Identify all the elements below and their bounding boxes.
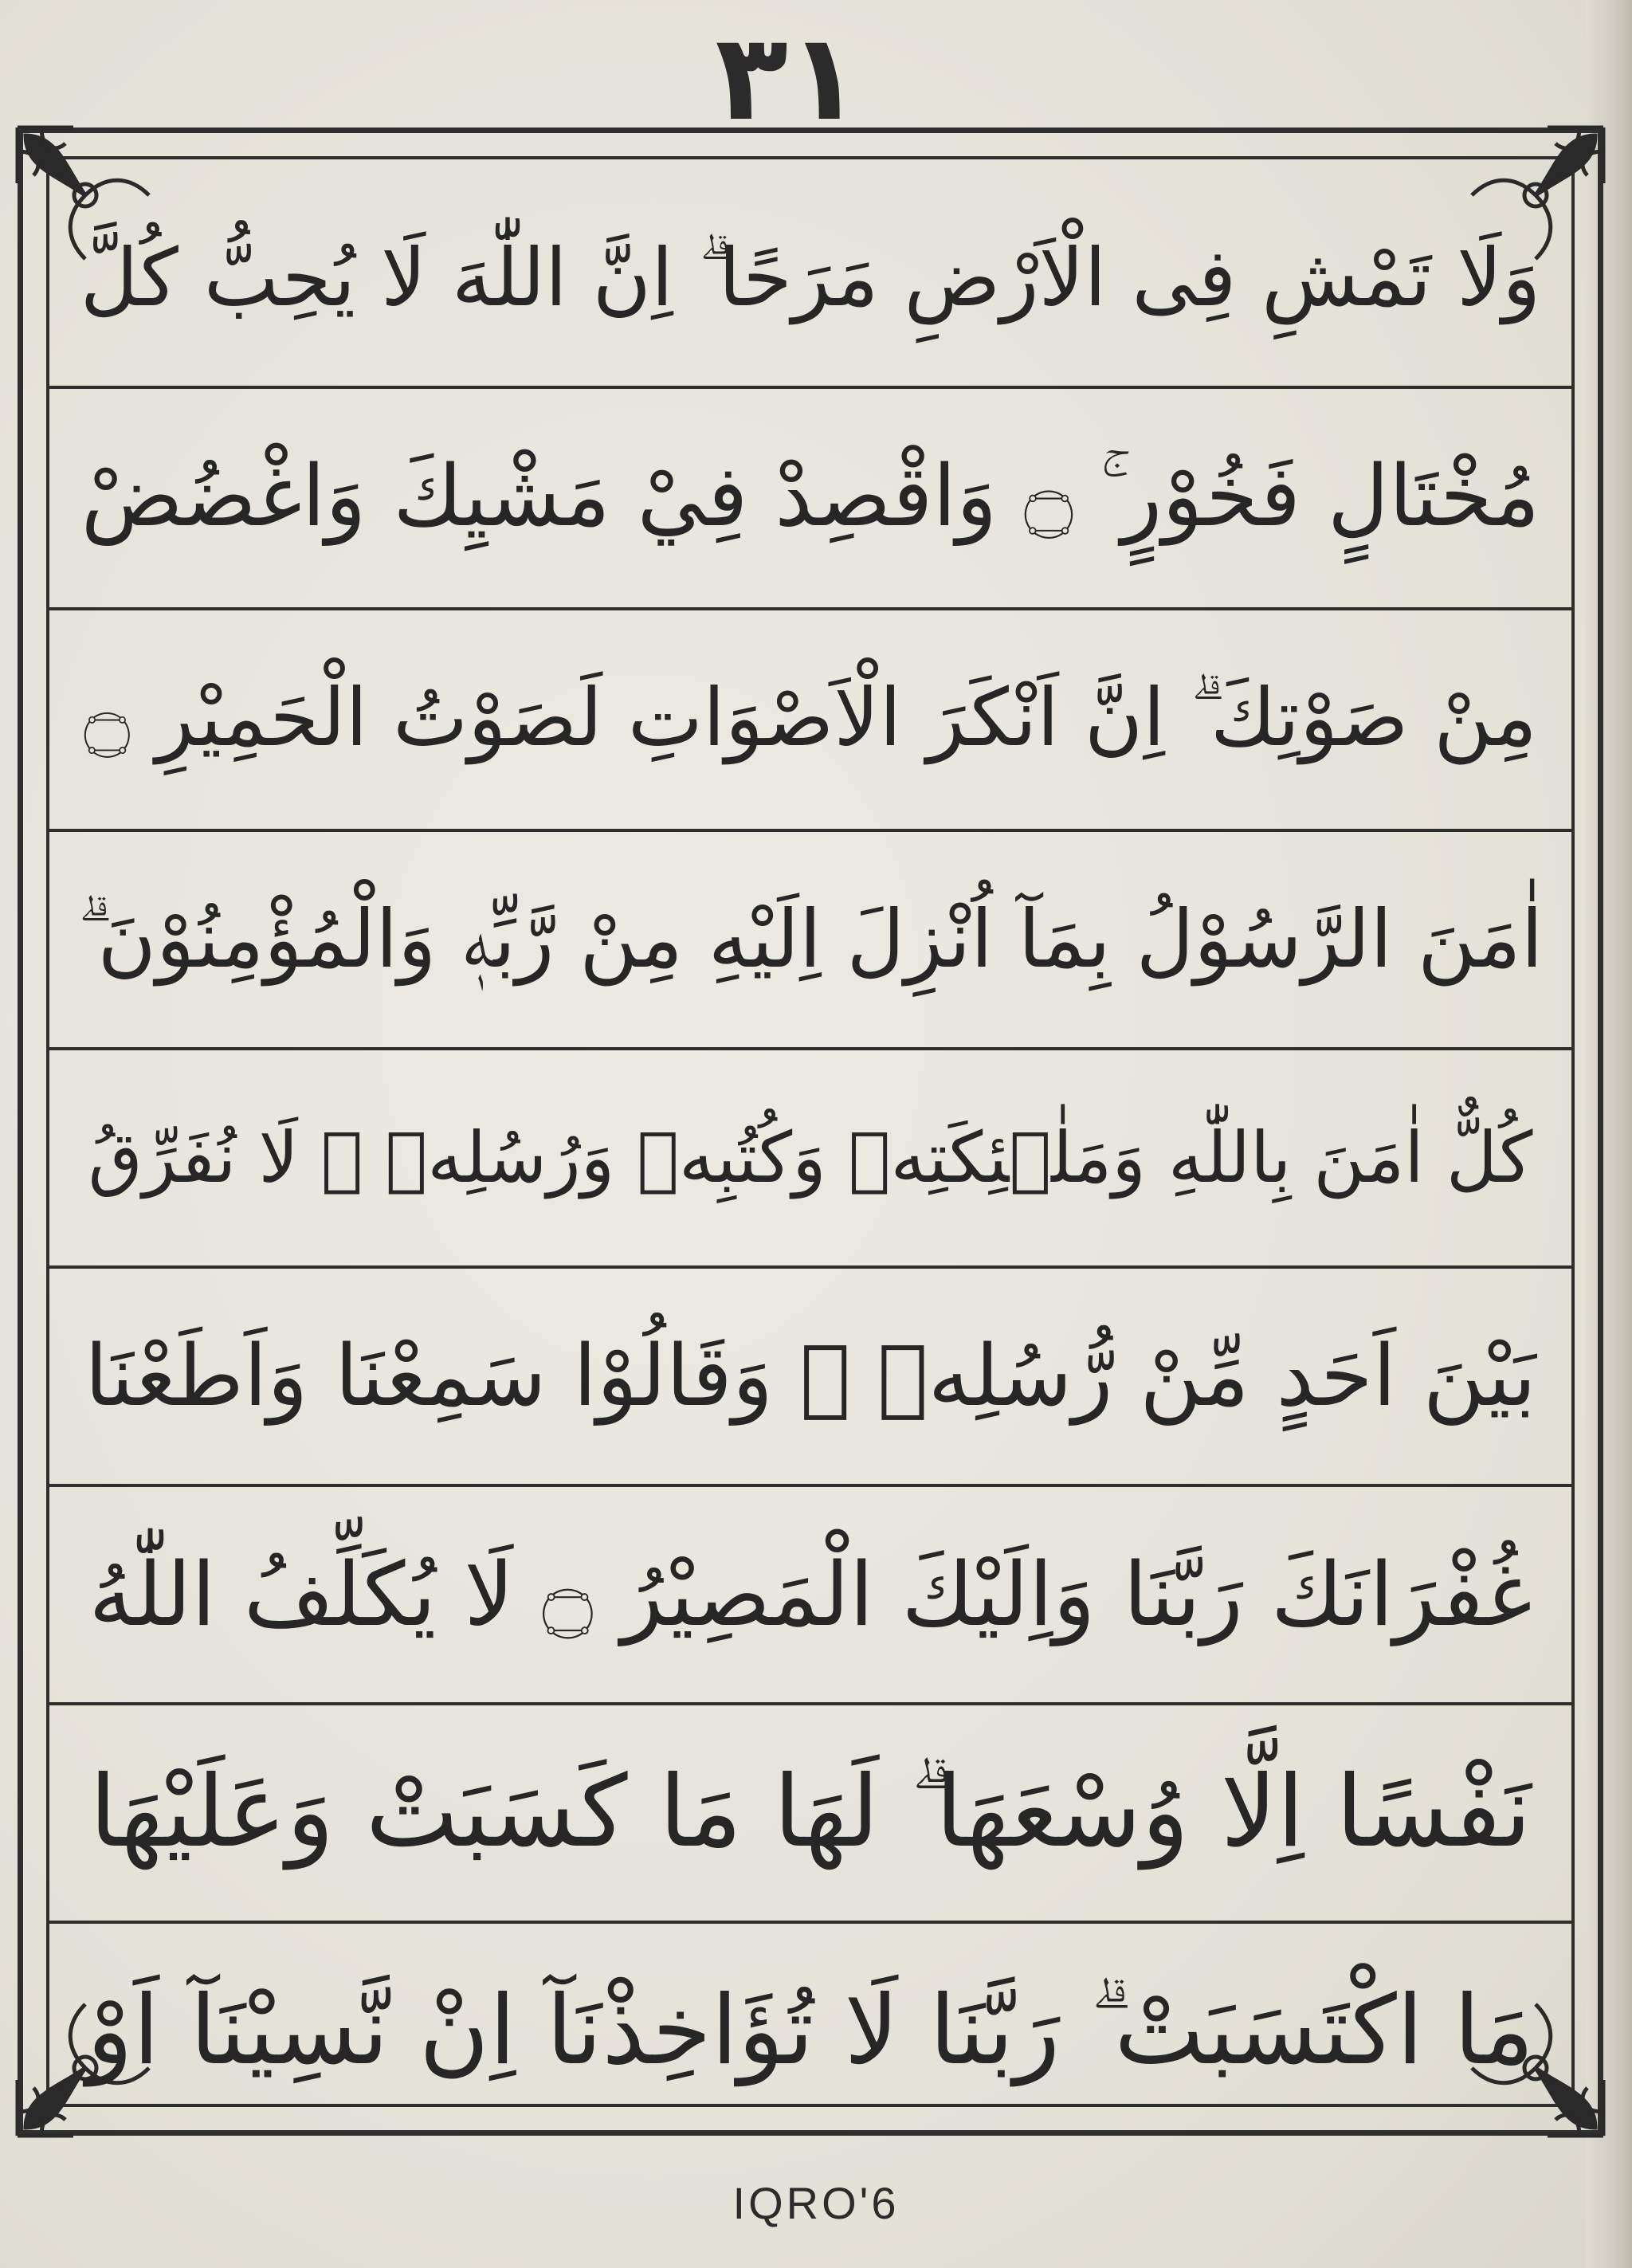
arabic-text: كُلٌّ اٰمَنَ بِاللّٰهِ وَمَلٰۤئِكَتِهٖ وَكُتُبِهٖ وَرُسُلِهٖ ۗ لَا نُفَرِّقُ bbox=[88, 1116, 1533, 1199]
text-line bbox=[49, 832, 1571, 1047]
arabic-text: غُفْرَانَكَ رَبَّنَا وَاِلَيْكَ الْمَصِيْرُ ۝ لَا يُكَلِّفُ اللّٰهُ bbox=[88, 1543, 1532, 1646]
arabic-text: مِنْ صَوْتِكَ ۗ اِنَّ اَنْكَرَ الْاَصْوَاتِ لَصَوْتُ الْحَمِيْرِ ۝ bbox=[84, 671, 1537, 764]
arabic-text: بَيْنَ اَحَدٍ مِّنْ رُّسُلِهٖ ۗ وَقَالُوْا سَمِعْنَا وَاَطَعْنَا bbox=[84, 1327, 1536, 1426]
book-footer: IQRO'6 bbox=[732, 2178, 900, 2228]
text-line bbox=[49, 389, 1571, 604]
arabic-text: اٰمَنَ الرَّسُوْلُ بِمَآ اُنْزِلَ اِلَيْهِ مِنْ رَّبِّهٖ وَالْمُؤْمِنُوْنَ ۗ bbox=[77, 893, 1544, 986]
text-line bbox=[49, 1924, 1571, 2139]
text-line bbox=[49, 1050, 1571, 1265]
arabic-text: نَفْسًا اِلَّا وُسْعَهَا ۗ لَهَا مَا كَسَبَتْ وَعَلَيْهَا bbox=[89, 1755, 1532, 1870]
arabic-text: مُخْتَالٍ فَخُوْرٍ ۚ ۝ وَاقْصِدْ فِيْ مَشْيِكَ وَاغْضُضْ bbox=[80, 447, 1540, 546]
text-line bbox=[49, 1705, 1571, 1921]
page-number: ٣١ bbox=[715, 9, 861, 147]
text-line bbox=[49, 171, 1571, 386]
text-line bbox=[49, 1269, 1571, 1484]
arabic-text: وَلَا تَمْشِ فِى الْاَرْضِ مَرَحًا ۗ اِنَّ اللّٰهَ لَا يُحِبُّ كُلَّ bbox=[80, 231, 1541, 324]
text-line bbox=[49, 1487, 1571, 1702]
arabic-text: مَا اكْتَسَبَتْ ۗ رَبَّنَا لَا تُؤَاخِذْنَآ اِنْ نَّسِيْنَآ اَوْ bbox=[86, 1976, 1535, 2086]
text-line bbox=[49, 610, 1571, 826]
